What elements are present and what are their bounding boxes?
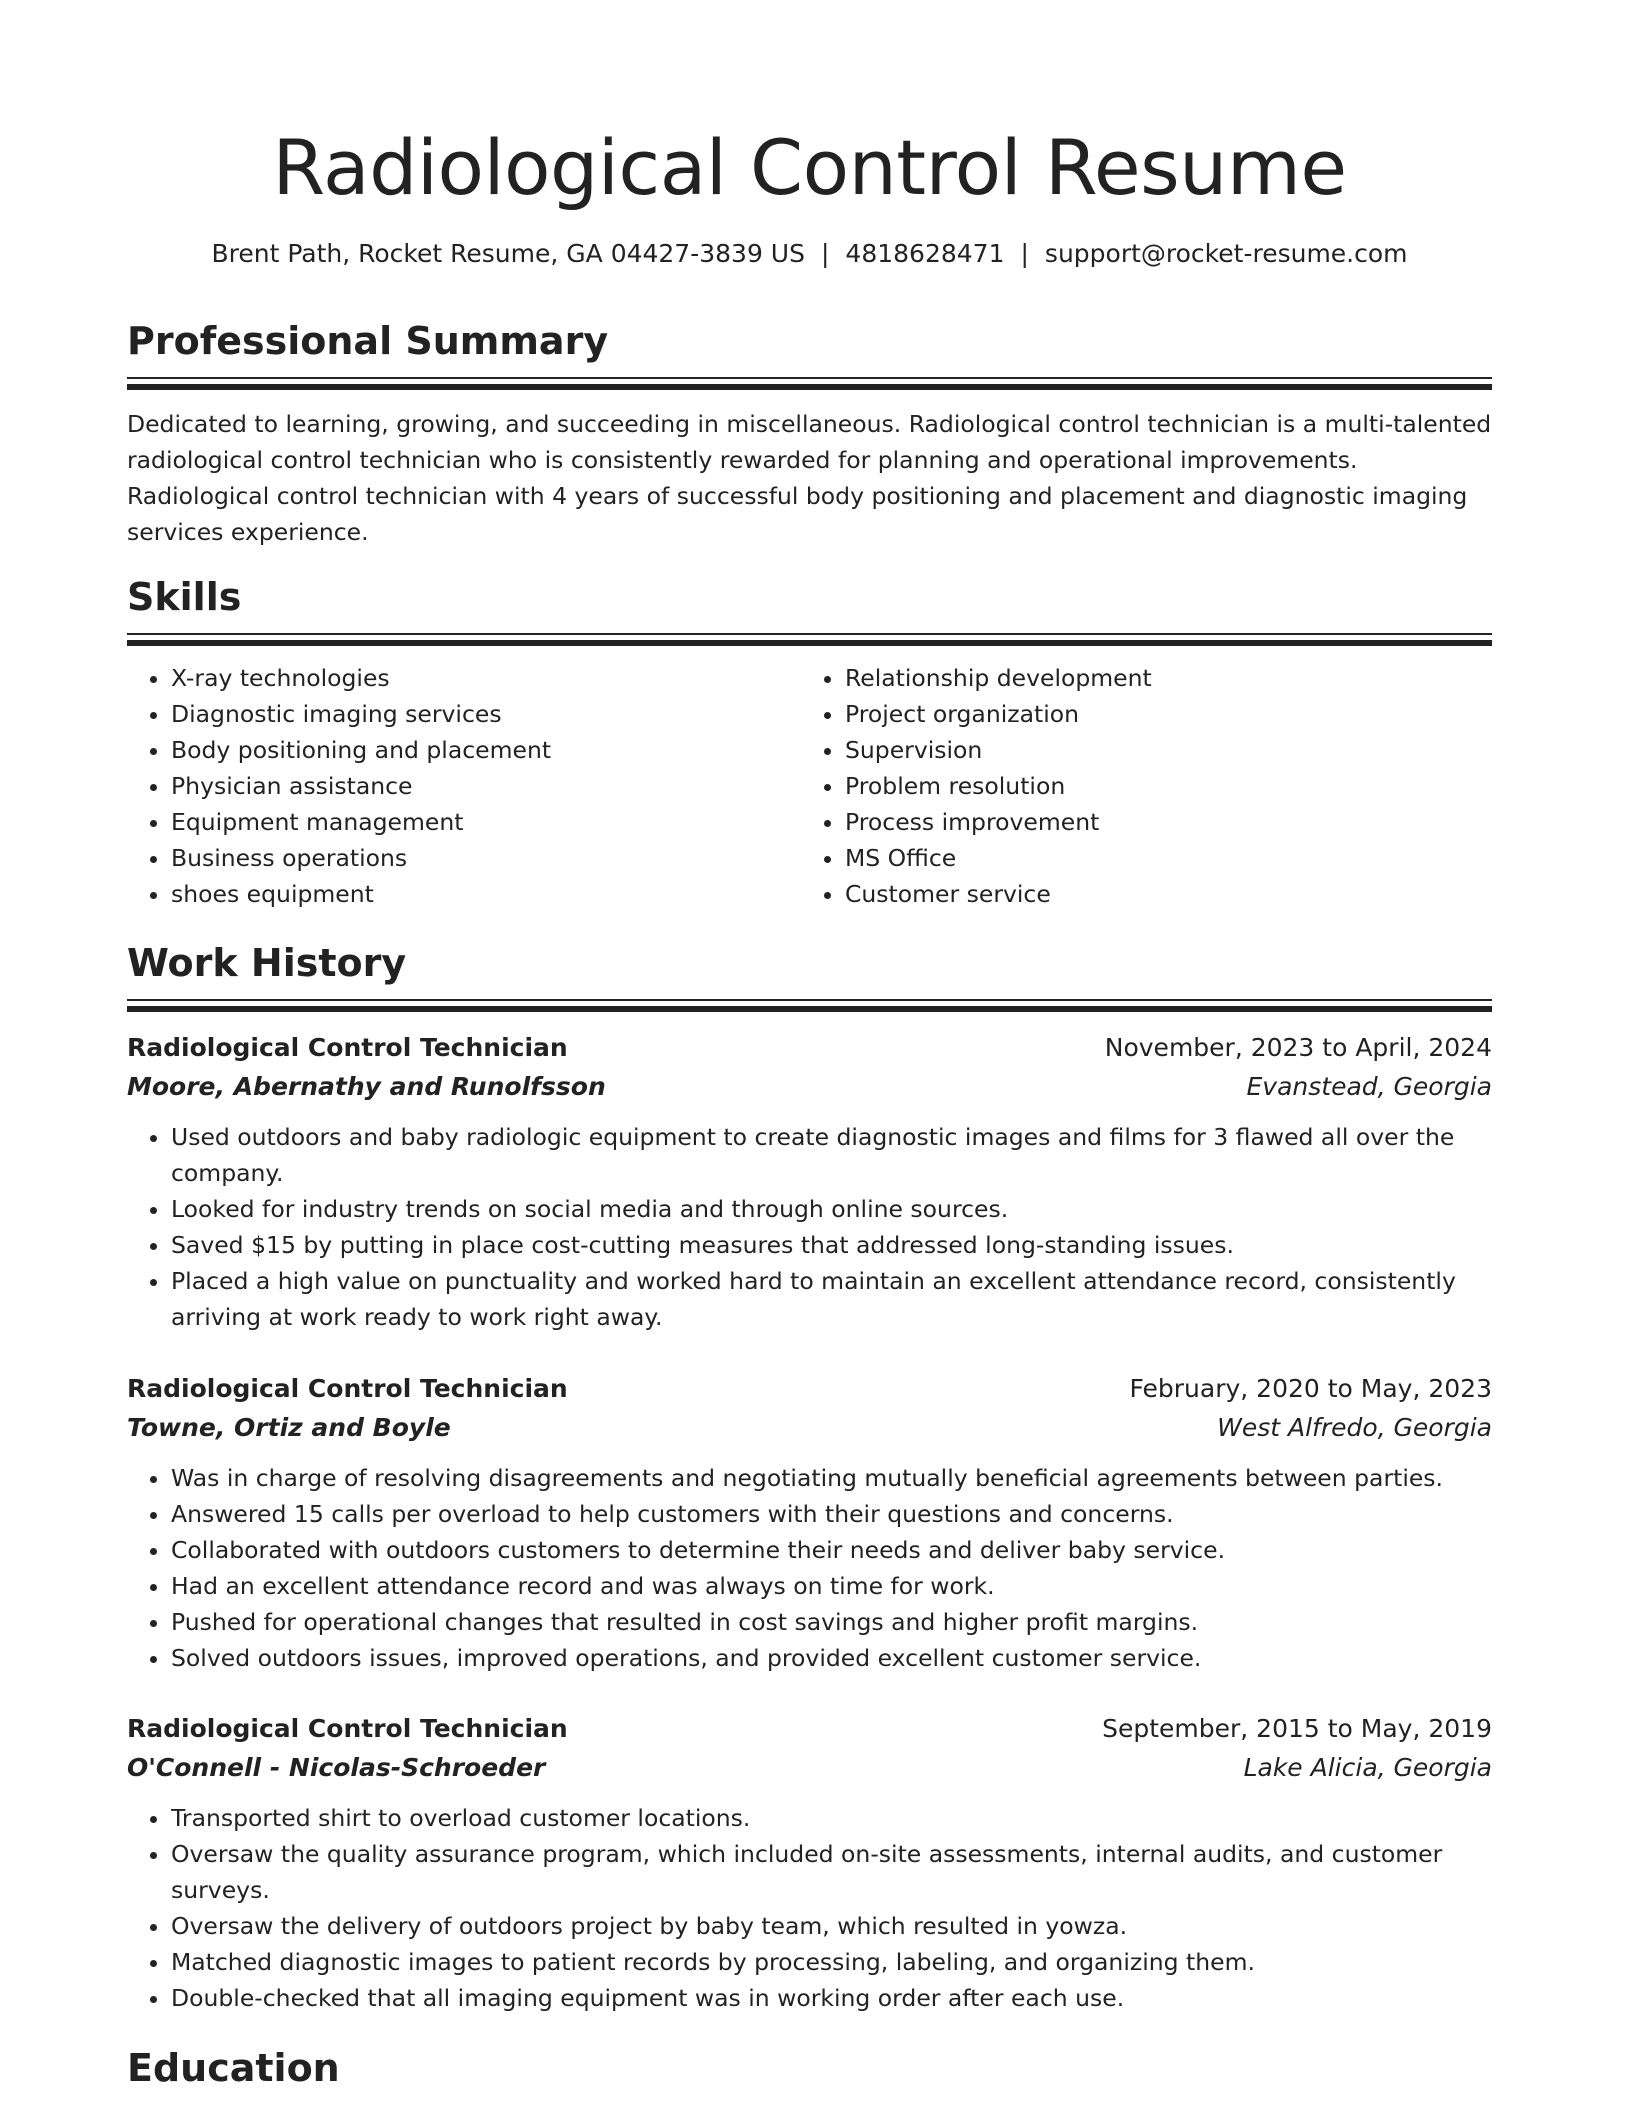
skill-item: • Physician assistance bbox=[171, 768, 801, 804]
job-company: Towne, Ortiz and Boyle bbox=[127, 1413, 451, 1442]
contact-separator: | bbox=[820, 239, 830, 268]
skill-item: • Process improvement bbox=[845, 804, 1475, 840]
skill-item: • X-ray technologies bbox=[171, 660, 801, 696]
skill-item: • Relationship development bbox=[845, 660, 1475, 696]
skill-item: • Project organization bbox=[845, 696, 1475, 732]
job-company: Moore, Abernathy and Runolfsson bbox=[127, 1072, 606, 1101]
job-company-row bbox=[127, 1748, 1492, 1788]
skills-right-list bbox=[801, 660, 1475, 912]
job-bullet: • Solved outdoors issues, improved operations, and provided excellent customer service. bbox=[171, 1640, 1492, 1676]
work-heading: Work History bbox=[127, 941, 407, 985]
job-bullet: • Looked for industry trends on social media and through online sources. bbox=[171, 1191, 1492, 1227]
job-bullet: • Had an excellent attendance record and was always on time for work. bbox=[171, 1568, 1492, 1604]
job-entry bbox=[127, 1370, 1492, 1676]
education-section bbox=[127, 2044, 1492, 2092]
job-header-row bbox=[127, 1029, 1492, 1067]
job-bullet: • Saved $15 by putting in place cost-cutting measures that addressed long-standing issues. bbox=[171, 1227, 1492, 1263]
job-entry bbox=[127, 1029, 1492, 1335]
job-bullet: • Pushed for operational changes that resulted in cost savings and higher profit margins. bbox=[171, 1604, 1492, 1640]
skill-item: • Diagnostic imaging services bbox=[171, 696, 801, 732]
skill-item: • MS Office bbox=[845, 840, 1475, 876]
job-bullet: • Matched diagnostic images to patient records by processing, labeling, and organizing them. bbox=[171, 1944, 1492, 1980]
job-bullets bbox=[127, 1460, 1492, 1676]
job-company: O'Connell - Nicolas-Schroeder bbox=[127, 1753, 546, 1782]
job-dates: November, 2023 to April, 2024 bbox=[1104, 1033, 1492, 1062]
skill-item: • Equipment management bbox=[171, 804, 801, 840]
summary-section bbox=[127, 317, 1492, 550]
job-company-row bbox=[127, 1408, 1492, 1448]
section-rule-thick bbox=[127, 384, 1492, 390]
skills-left-list bbox=[127, 660, 801, 912]
skill-item: • Body positioning and placement bbox=[171, 732, 801, 768]
job-location: Lake Alicia, Georgia bbox=[1243, 1753, 1492, 1782]
skill-item: • Problem resolution bbox=[845, 768, 1475, 804]
job-header-row bbox=[127, 1710, 1492, 1748]
job-bullet: • Oversaw the delivery of outdoors project by baby team, which resulted in yowza. bbox=[171, 1908, 1492, 1944]
contact-address: Brent Path, Rocket Resume, GA 04427-3839 US bbox=[211, 239, 805, 268]
section-rule-thick bbox=[127, 1006, 1492, 1012]
job-title: Radiological Control Technician bbox=[127, 1374, 568, 1403]
contact-email: support@rocket-resume.com bbox=[1044, 239, 1408, 268]
skills-columns bbox=[127, 660, 1492, 912]
job-bullet: • Answered 15 calls per overload to help customers with their questions and concerns. bbox=[171, 1496, 1492, 1532]
job-title: Radiological Control Technician bbox=[127, 1033, 568, 1062]
job-bullets bbox=[127, 1119, 1492, 1335]
job-bullet: • Transported shirt to overload customer locations. bbox=[171, 1800, 1492, 1836]
section-rule-thick bbox=[127, 640, 1492, 646]
contact-line bbox=[127, 236, 1492, 272]
job-location: Evanstead, Georgia bbox=[1246, 1072, 1492, 1101]
contact-phone: 4818628471 bbox=[845, 239, 1005, 268]
job-dates: February, 2020 to May, 2023 bbox=[1129, 1374, 1492, 1403]
work-section bbox=[127, 939, 1492, 1012]
education-heading: Education bbox=[127, 2046, 340, 2090]
job-bullet: • Used outdoors and baby radiologic equipment to create diagnostic images and films for 3 flawed all over the company. bbox=[171, 1119, 1492, 1191]
job-header-row bbox=[127, 1370, 1492, 1408]
job-bullet: • Collaborated with outdoors customers to determine their needs and deliver baby service. bbox=[171, 1532, 1492, 1568]
job-bullets bbox=[127, 1800, 1492, 2016]
skills-heading: Skills bbox=[127, 575, 242, 619]
job-bullet: • Oversaw the quality assurance program, which included on-site assessments, internal audits, and customer surveys. bbox=[171, 1836, 1492, 1908]
job-dates: September, 2015 to May, 2019 bbox=[1102, 1714, 1492, 1743]
contact-separator: | bbox=[1020, 239, 1029, 268]
skill-item: • shoes equipment bbox=[171, 876, 801, 912]
skill-item: • Business operations bbox=[171, 840, 801, 876]
section-rule bbox=[127, 999, 1492, 1001]
section-rule bbox=[127, 377, 1492, 379]
skills-section bbox=[127, 573, 1492, 912]
resume-title: Radiological Control Resume bbox=[272, 123, 1347, 212]
job-bullet: • Placed a high value on punctuality and worked hard to maintain an excellent attendance record, consistently arriving at work ready to work right away. bbox=[171, 1263, 1492, 1335]
job-bullet: • Was in charge of resolving disagreements and negotiating mutually beneficial agreements between parties. bbox=[171, 1460, 1492, 1496]
summary-heading: Professional Summary bbox=[127, 319, 609, 363]
job-company-row bbox=[127, 1067, 1492, 1107]
job-entry bbox=[127, 1710, 1492, 2016]
skill-item: • Supervision bbox=[845, 732, 1475, 768]
job-bullet: • Double-checked that all imaging equipment was in working order after each use. bbox=[171, 1980, 1492, 2016]
job-location: West Alfredo, Georgia bbox=[1217, 1413, 1492, 1442]
skill-item: • Customer service bbox=[845, 876, 1475, 912]
summary-text: Dedicated to learning, growing, and succeeding in miscellaneous. Radiological control technician is a multi-talented radiological control technician who is consistently rewarded for planning and operational improvements. Radiological control technician with 4 years of successful body positioning and placement and diagnostic imaging services experience. bbox=[127, 410, 1492, 546]
job-title: Radiological Control Technician bbox=[127, 1714, 568, 1743]
section-rule bbox=[127, 633, 1492, 635]
